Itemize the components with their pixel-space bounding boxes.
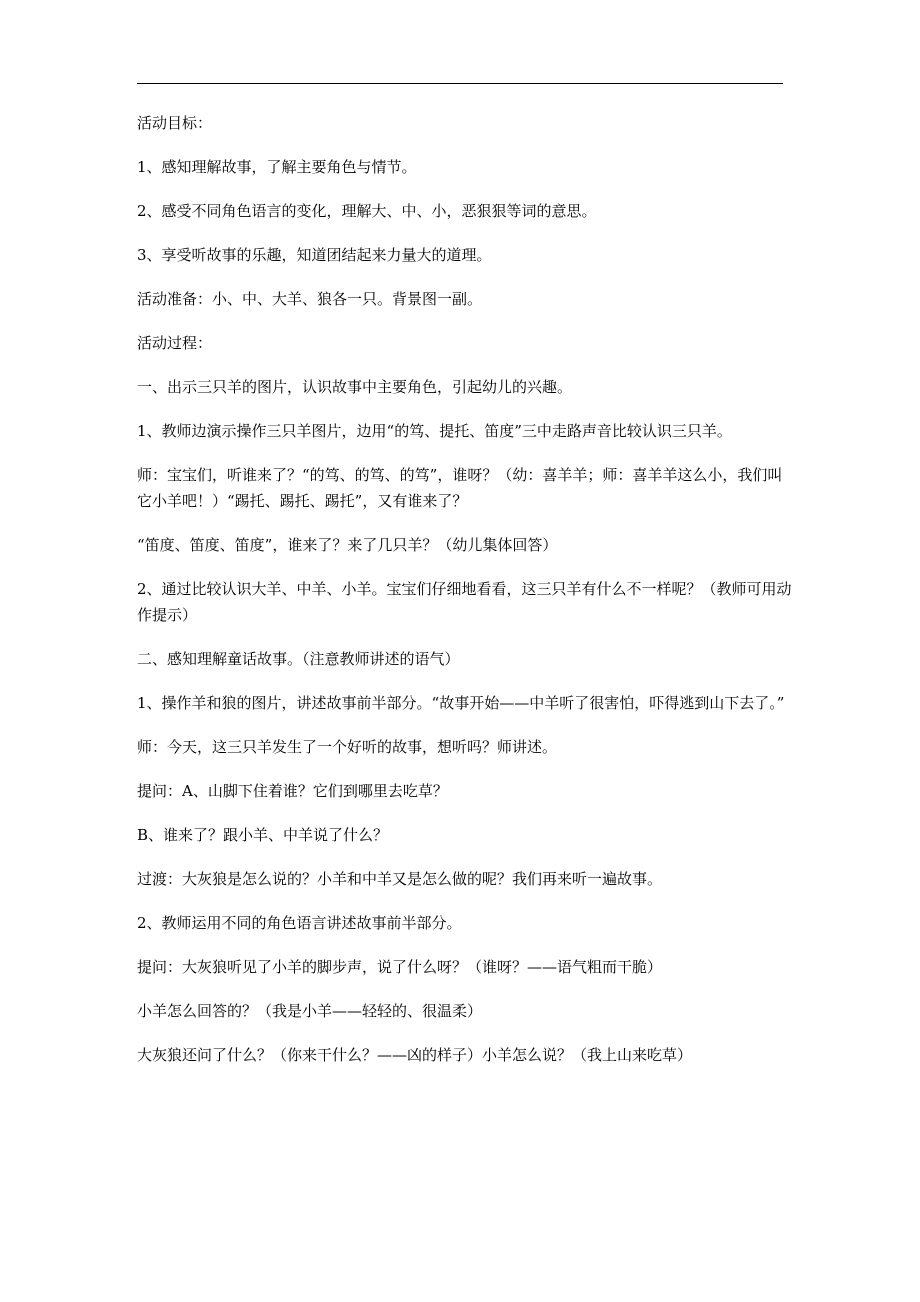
paragraph: 1、教师边演示操作三只羊图片，边用“的笃、提托、笛度”三中走路声音比较认识三只羊。	[137, 422, 732, 440]
goal-item-1: 1、感知理解故事，了解主要角色与情节。	[137, 158, 417, 176]
section-heading-process: 活动过程：	[137, 334, 213, 352]
paragraph: “笛度、笛度、笛度”，谁来了？来了几只羊？（幼儿集体回答）	[137, 536, 558, 554]
paragraph: 小羊怎么回答的？（我是小羊——轻轻的、很温柔）	[137, 1002, 483, 1020]
preparation-paragraph: 活动准备：小、中、大羊、狼各一只。背景图一副。	[137, 290, 483, 308]
section-heading-goals: 活动目标：	[137, 114, 213, 132]
process-step-1-heading: 一、出示三只羊的图片，认识故事中主要角色，引起幼儿的兴趣。	[137, 378, 573, 396]
paragraph: 提问：A、山脚下住着谁？它们到哪里去吃草？	[137, 782, 448, 800]
paragraph: 师：宝宝们，听谁来了？“的笃、的笃、的笃”，谁呀？（幼：喜羊羊；师：喜羊羊这么小，我们叫它小羊吧！）“踢托、踢托、踢托”，又有谁来了？	[137, 466, 783, 510]
process-step-2-heading: 二、感知理解童话故事。（注意教师讲述的语气）	[137, 650, 460, 668]
paragraph: 2、通过比较认识大羊、中羊、小羊。宝宝们仔细地看看，这三只羊有什么不一样呢？（教师可用动作提示）	[137, 580, 792, 624]
document-body	[137, 110, 797, 1086]
header-rule	[137, 83, 783, 84]
paragraph: 师：今天，这三只羊发生了一个好听的故事，想听吗？师讲述。	[137, 738, 558, 756]
goal-item-2: 2、感受不同角色语言的变化，理解大、中、小，恶狠狠等词的意思。	[137, 202, 597, 220]
paragraph: 2、教师运用不同的角色语言讲述故事前半部分。	[137, 914, 462, 932]
paragraph: 大灰狼还问了什么？（你来干什么？——凶的样子）小羊怎么说？（我上山来吃草）	[137, 1046, 693, 1064]
paragraph: 提问：大灰狼听见了小羊的脚步声，说了什么呀？（谁呀？——语气粗而干脆）	[137, 958, 663, 976]
paragraph: 过渡：大灰狼是怎么说的？小羊和中羊又是怎么做的呢？我们再来听一遍故事。	[137, 870, 663, 888]
paragraph: B、谁来了？跟小羊、中羊说了什么？	[137, 826, 389, 844]
paragraph: 1、操作羊和狼的图片，讲述故事前半部分。“故事开始——中羊听了很害怕，吓得逃到山下去了。”	[137, 694, 785, 712]
goal-item-3: 3、享受听故事的乐趣，知道团结起来力量大的道理。	[137, 246, 492, 264]
